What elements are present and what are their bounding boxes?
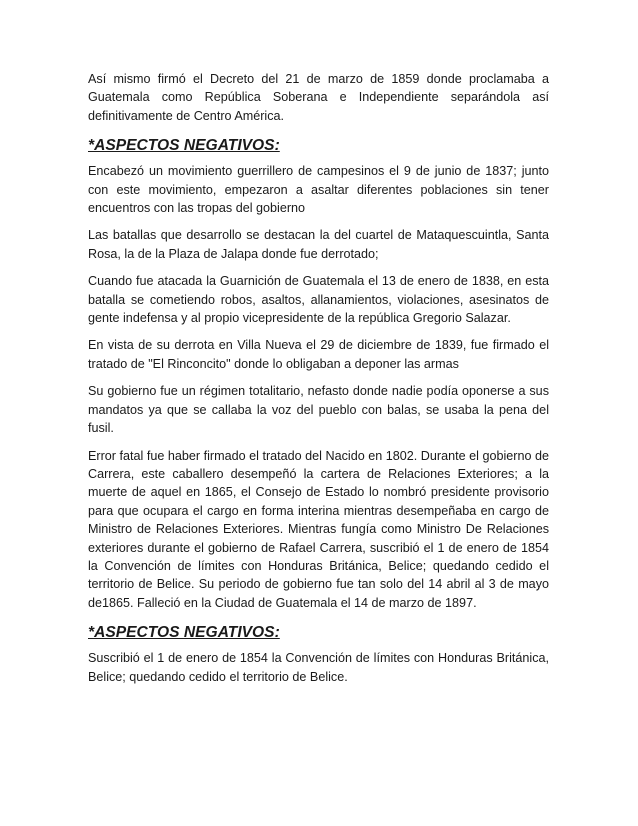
heading-negative-aspects-2: *ASPECTOS NEGATIVOS: bbox=[88, 624, 280, 642]
paragraph-belize-convention: Suscribió el 1 de enero de 1854 la Convención de límites con Honduras Británica, Belice; quedando cedido el territorio de Belice. bbox=[88, 651, 549, 684]
paragraph-rinconcito-treaty: En vista de su derrota en Villa Nueva el 29 de diciembre de 1839, fue firmado el tratado de "El Rinconcito" donde lo obligaban a deponer las armas bbox=[88, 338, 549, 371]
paragraph-totalitarian-regime: Su gobierno fue un régimen totalitario, nefasto donde nadie podía oponerse a sus mandatos ya que se callaba la voz del pueblo con balas, se usaba la pena del fusil. bbox=[88, 384, 549, 436]
heading-negative-aspects-1: *ASPECTOS NEGATIVOS: bbox=[88, 137, 280, 155]
paragraph-guerrilla: Encabezó un movimiento guerrillero de campesinos el 9 de junio de 1837; junto con este movimiento, empezaron a asaltar diferentes poblaciones sin tener encuentros con las tropas del gobierno bbox=[88, 164, 549, 216]
document-page bbox=[88, 70, 549, 686]
paragraph-garrison-attack: Cuando fue atacada la Guarnición de Guatemala el 13 de enero de 1838, en esta batalla se cometiendo robos, asaltos, allanamientos, violaciones, asesinatos de gente indefensa y al propio vicepresidente de la república Gregorio Salazar. bbox=[88, 274, 549, 326]
paragraph-fatal-error: Error fatal fue haber firmado el tratado del Nacido en 1802. Durante el gobierno de Carrera, este caballero desempeñó la cartera de Relaciones Exteriores; a la muerte de aquel en 1865, el Consejo de Estado lo nombró presidente provisorio para que ocupara el cargo en forma interina mientras desempeñaba en cargo de Ministro de Relaciones Exteriores. Mientras fungía como Ministro De Relaciones exteriores durante el gobierno de Rafael Carrera, suscribió el 1 de enero de 1854 la Convención de límites con Honduras Británica, Belice; quedando cedido el territorio de Belice. Su periodo de gobierno fue tan solo del 14 abril al 3 de mayo de1865. Falleció en la Ciudad de Guatemala el 14 de marzo de 1897. bbox=[88, 448, 549, 610]
paragraph-decree: Así mismo firmó el Decreto del 21 de marzo de 1859 donde proclamaba a Guatemala como República Soberana e Independiente separándola así definitivamente de Centro América. bbox=[88, 72, 549, 123]
paragraph-battles: Las batallas que desarrollo se destacan la del cuartel de Mataquescuintla, Santa Rosa, la de la Plaza de Jalapa donde fue derrotado; bbox=[88, 228, 549, 261]
